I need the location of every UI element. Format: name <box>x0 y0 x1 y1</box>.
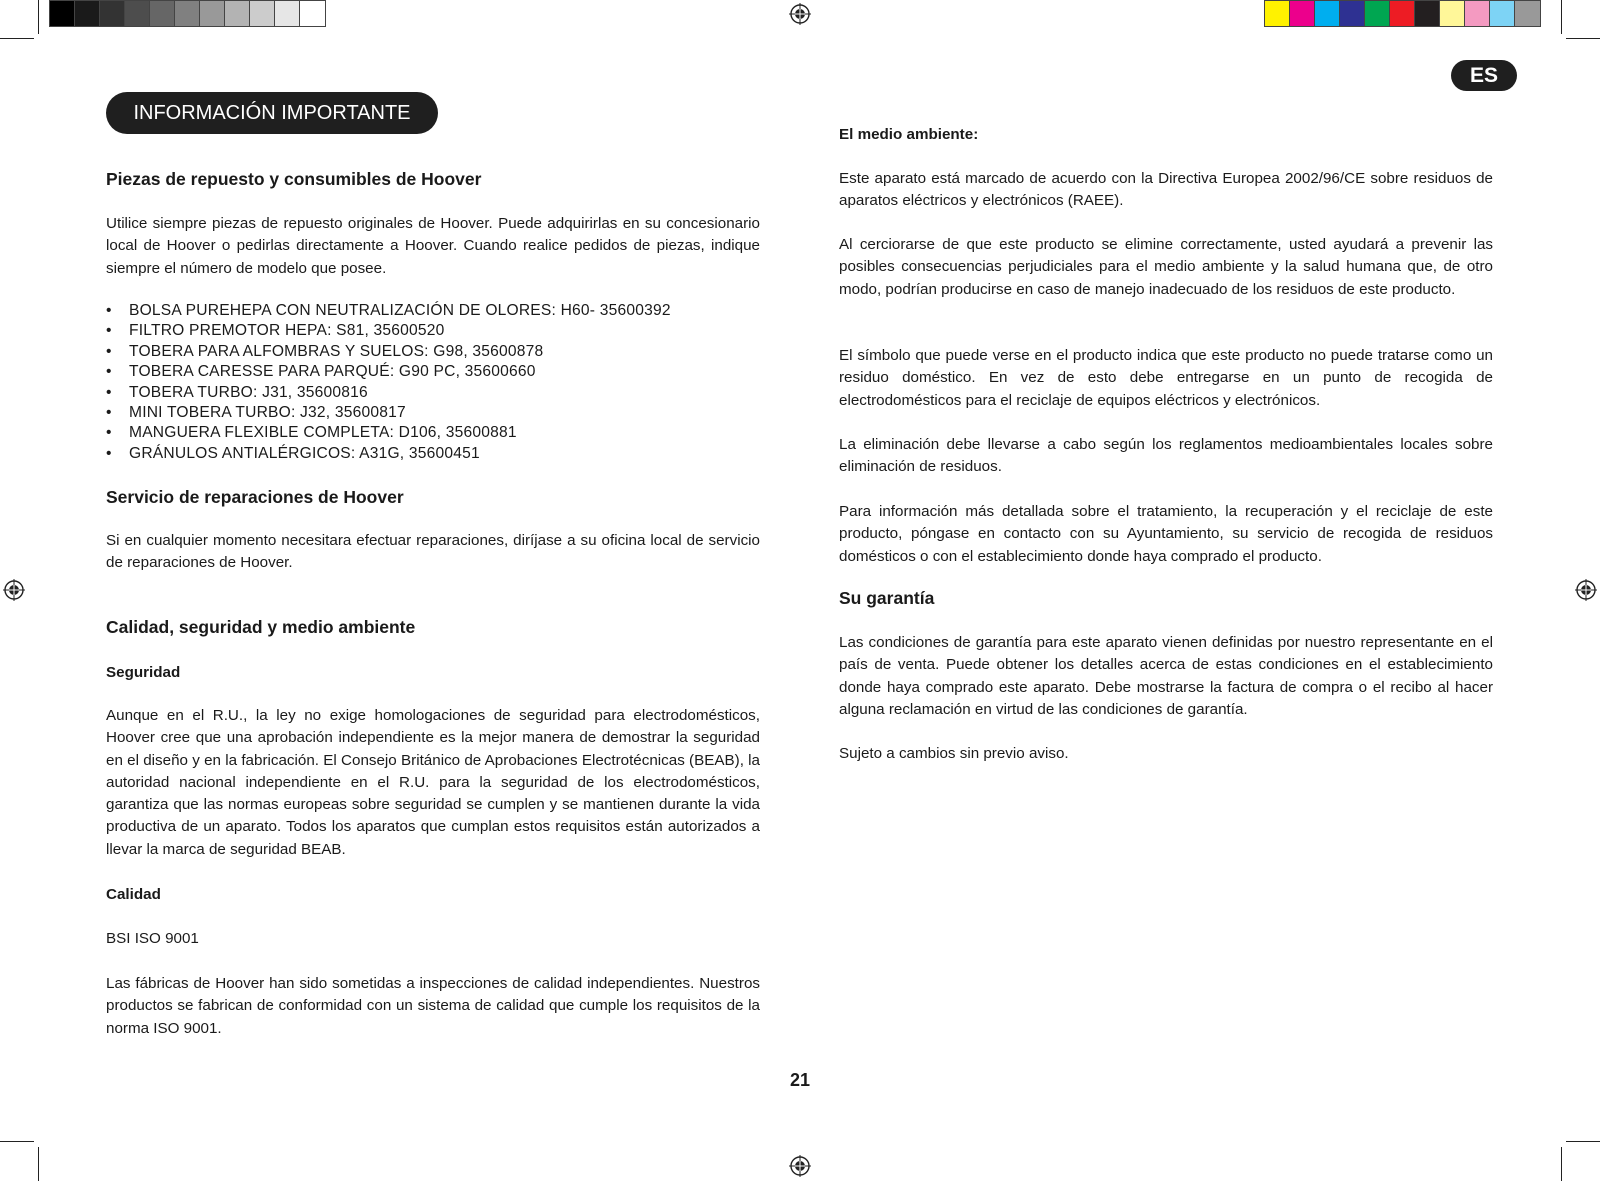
warranty-heading: Su garantía <box>839 588 935 608</box>
list-item: • BOLSA PUREHEPA CON NEUTRALIZACIÓN DE OLORES: H60- 35600392 <box>106 301 760 321</box>
crop-mark <box>38 1147 39 1181</box>
warranty-text: Las condiciones de garantía para este aparato vienen definidas por nuestro representante en el país de venta. Puede obtener los detalles acerca de estas condiciones en el establecimiento donde haya comprado este aparato. Debe mostrarse la factura de compra o el recibo al hacer alguna reclamación en virtud de las condiciones de garantía. <box>839 634 1493 718</box>
notice-text: Sujeto a cambios sin previo aviso. <box>839 745 1069 762</box>
list-item: • MINI TOBERA TURBO: J32, 35600817 <box>106 403 760 423</box>
crop-mark <box>1561 1147 1562 1181</box>
environment-paragraph: La eliminación debe llevarse a cabo según los reglamentos medioambientales locales sobre eliminación de residuos. <box>839 436 1493 476</box>
page-number: 21 <box>789 1070 811 1090</box>
quality-subheading: Calidad <box>106 886 161 903</box>
environment-heading: El medio ambiente: <box>839 126 979 143</box>
language-badge: ES <box>1451 60 1517 91</box>
registration-mark-icon <box>3 579 25 601</box>
quality-text: Las fábricas de Hoover han sido sometidas a inspecciones de calidad independientes. Nuestros productos se fabrican de conformidad con un sistema de calidad que cumple los requisitos de la norma ISO 9001. <box>106 975 760 1037</box>
section-title: INFORMACIÓN IMPORTANTE <box>106 92 438 134</box>
crop-mark <box>38 0 39 34</box>
right-column <box>839 0 1493 1060</box>
crop-mark <box>1566 38 1600 39</box>
list-item: • MANGUERA FLEXIBLE COMPLETA: D106, 35600881 <box>106 423 760 443</box>
list-item: • TOBERA PARA ALFOMBRAS Y SUELOS: G98, 35600878 <box>106 342 760 362</box>
parts-list <box>106 301 760 464</box>
environment-paragraph: El símbolo que puede verse en el producto indica que este producto no puede tratarse como un residuo doméstico. En vez de esto debe entregarse en un punto de recogida de electrodomésticos para el reciclaje de equipos eléctricos y electrónicos. <box>839 347 1493 409</box>
crop-mark <box>0 38 34 39</box>
repair-text: Si en cualquier momento necesitara efectuar reparaciones, diríjase a su oficina local de servicio de reparaciones de Hoover. <box>106 532 760 572</box>
environment-paragraph: Para información más detallada sobre el tratamiento, la recuperación y el reciclaje de este producto, póngase en contacto con su Ayuntamiento, su servicio de recogida de residuos domésticos o con el establecimiento donde haya comprado el producto. <box>839 503 1493 565</box>
safety-subheading: Seguridad <box>106 664 181 681</box>
list-item: • GRÁNULOS ANTIALÉRGICOS: A31G, 35600451 <box>106 444 760 464</box>
parts-heading: Piezas de repuesto y consumibles de Hoover <box>106 169 482 189</box>
gray-swatch <box>75 1 100 26</box>
crop-mark <box>1566 1141 1600 1142</box>
left-column <box>106 0 760 1060</box>
list-item: • TOBERA TURBO: J31, 35600816 <box>106 383 760 403</box>
repair-heading: Servicio de reparaciones de Hoover <box>106 487 404 507</box>
registration-mark-icon <box>1575 579 1597 601</box>
registration-mark-icon <box>789 3 811 25</box>
safety-text: Aunque en el R.U., la ley no exige homologaciones de seguridad para electrodomésticos, Hoover cree que una aprobación independiente es la mejor manera de demostrar la seguridad en el diseño y en la fabricación. El Consejo Británico de Aprobaciones Electrotécnicas (BEAB), la autoridad nacional independiente en el R.U. para la seguridad de los electrodomésticos, garantiza que las normas europeas sobre seguridad se cumplen y se mantienen durante la vida productiva de un aparato. Todos los aparatos que cumplan estos requisitos están autorizados a llevar la marca de seguridad BEAB. <box>106 707 760 858</box>
crop-mark <box>0 1141 34 1142</box>
environment-paragraph: Al cerciorarse de que este producto se elimine correctamente, usted ayudará a prevenir las posibles consecuencias perjudiciales para el medio ambiente y la salud humana que, de otro modo, podrían producirse en caso de manejo inadecuado de los residuos de este producto. <box>839 236 1493 298</box>
list-item: • FILTRO PREMOTOR HEPA: S81, 35600520 <box>106 321 760 341</box>
color-swatch <box>1515 1 1540 26</box>
parts-intro: Utilice siempre piezas de repuesto originales de Hoover. Puede adquirirlas en su concesionario local de Hoover o pedirlas directamente a Hoover. Cuando realice pedidos de piezas, indique siempre el número de modelo que posee. <box>106 215 760 277</box>
list-item: • TOBERA CARESSE PARA PARQUÉ: G90 PC, 35600660 <box>106 362 760 382</box>
crop-mark <box>1561 0 1562 34</box>
quality-heading: Calidad, seguridad y medio ambiente <box>106 617 416 637</box>
color-swatch <box>1490 1 1515 26</box>
iso-line: BSI ISO 9001 <box>106 930 199 947</box>
registration-mark-icon <box>789 1155 811 1177</box>
gray-swatch <box>50 1 75 26</box>
environment-paragraph: Este aparato está marcado de acuerdo con la Directiva Europea 2002/96/CE sobre residuos de aparatos eléctricos y electrónicos (RAEE). <box>839 170 1493 210</box>
